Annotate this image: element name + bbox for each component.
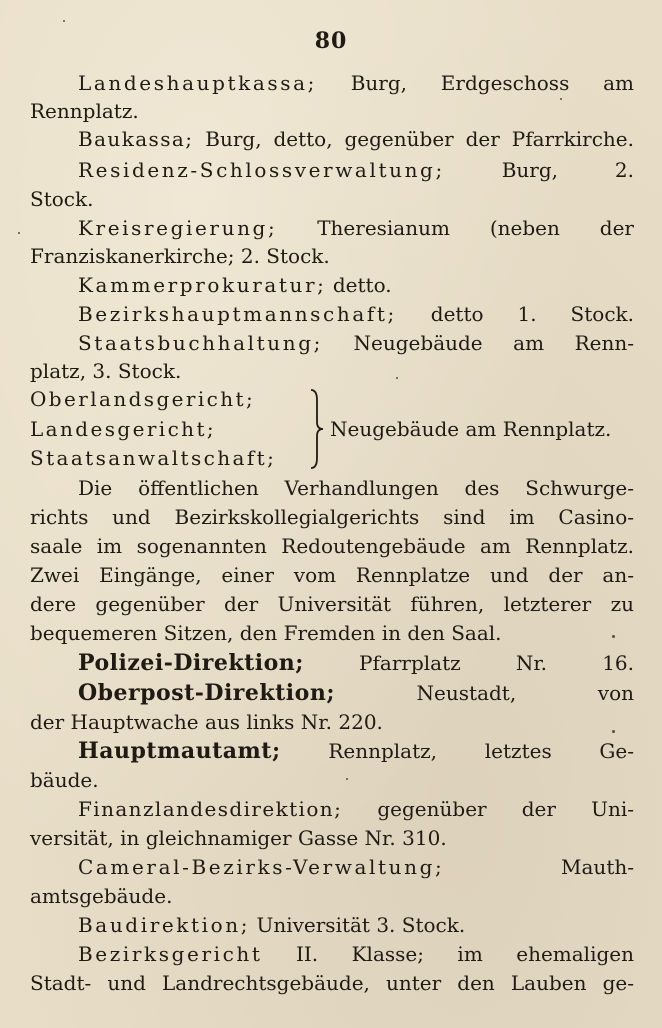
brace-item: Landesgericht;: [30, 417, 217, 441]
text-line: [78, 736, 634, 766]
text-line: [78, 155, 634, 185]
entry-text: Theresianum (neben der: [277, 216, 634, 240]
text-line: [78, 270, 634, 300]
entry-text: saale im sogenannten Redoutengebäude am Rennplatz.: [30, 534, 634, 558]
entry-heading: Bezirkshauptmannschaft;: [78, 302, 397, 326]
entry-heading-bold: Oberpost-Direktion;: [78, 680, 335, 706]
text-line: [78, 213, 634, 243]
text-line: [30, 531, 634, 561]
text-line: [78, 852, 634, 882]
text-line: [30, 765, 634, 795]
entry-text: Burg, Erdgeschoss am: [316, 71, 634, 95]
curly-brace-icon: [309, 388, 325, 470]
text-line: [30, 881, 634, 911]
entry-heading: Finanzlandesdirektion;: [78, 797, 343, 821]
text-line: [30, 560, 634, 590]
entry-heading-bold: Polizei-Direktion;: [78, 650, 304, 676]
paper-speck: [18, 232, 20, 234]
paper-speck: [396, 377, 398, 379]
entry-text: versität, in gleichnamiger Gasse Nr. 310.: [30, 826, 447, 850]
entry-text: Neustadt, von: [334, 681, 634, 705]
paper-speck: [560, 98, 562, 100]
entry-heading: Bezirksgericht: [78, 942, 263, 966]
text-line: [78, 910, 634, 940]
entry-text: Zwei Eingänge, einer vom Rennplatze und der an-: [30, 563, 634, 587]
entry-heading: Residenz-Schlossverwaltung;: [78, 158, 445, 182]
entry-text: II. Klasse; im ehemaligen: [262, 942, 634, 966]
entry-text: richts und Bezirkskollegialgerichts sind im Casino-: [30, 505, 634, 529]
text-line: [78, 299, 634, 329]
text-line: [78, 939, 634, 969]
entry-text: Pfarrplatz Nr. 16.: [303, 651, 634, 675]
entry-text: Stadt- und Landrechtsgebäude, unter den Lauben ge-: [30, 971, 634, 995]
entry-heading: Staatsbuchhaltung;: [78, 331, 323, 355]
text-line: [30, 502, 634, 532]
paper-speck: [346, 778, 348, 780]
entry-heading-bold: Hauptmautamt;: [78, 738, 281, 764]
text-line: [78, 794, 634, 824]
entry-text: amtsgebäude.: [30, 884, 173, 908]
brace-item: Oberlandsgericht;: [30, 387, 256, 411]
entry-text: dere gegenüber der Universität führen, letzterer zu: [30, 592, 634, 616]
text-line: [78, 473, 634, 503]
text-line: [78, 328, 634, 358]
text-line: [30, 184, 634, 214]
text-line: [30, 618, 634, 648]
entry-text: Neugebäude am Renn-: [323, 331, 634, 355]
entry-heading: Baukassa;: [78, 127, 194, 151]
text-line: [30, 823, 634, 853]
paper-speck: [63, 20, 65, 22]
entry-text: platz, 3. Stock.: [30, 359, 182, 383]
text-line: [30, 968, 634, 998]
text-line: [30, 241, 634, 271]
text-line: [78, 124, 634, 154]
text-line: [30, 96, 634, 126]
entry-heading: Landeshauptkassa;: [78, 71, 317, 95]
entry-text: Stock.: [30, 187, 94, 211]
entry-text: gegenüber der Uni-: [342, 797, 634, 821]
paper-speck: [612, 635, 615, 638]
entry-text: Rennplatz.: [30, 99, 139, 123]
entry-heading: Kreisregierung;: [78, 216, 278, 240]
entry-text: Die öffentlichen Verhandlungen des Schwurge-: [78, 476, 634, 500]
entry-text: Burg, detto, gegenüber der Pfarrkirche.: [193, 127, 634, 151]
text-line: [78, 68, 634, 98]
text-line: [78, 648, 634, 678]
brace-item: Staatsanwaltschaft;: [30, 446, 277, 470]
entry-text: Universität 3. Stock.: [250, 913, 466, 937]
entry-heading: Baudirektion;: [78, 913, 251, 937]
entry-heading: Cameral-Bezirks-Verwaltung;: [78, 855, 445, 879]
text-line: [30, 589, 634, 619]
paper-speck: [612, 730, 615, 733]
entry-text: detto.: [326, 273, 392, 297]
entry-text: bäude.: [30, 768, 99, 792]
text-line: [30, 356, 634, 386]
brace-location: Neugebäude am Rennplatz.: [330, 417, 612, 441]
text-line: [30, 707, 634, 737]
entry-text: der Hauptwache aus links Nr. 220.: [30, 710, 383, 734]
entry-text: bequemeren Sitzen, den Fremden in den Saal.: [30, 621, 502, 645]
entry-text: Rennplatz, letztes Ge-: [280, 739, 634, 763]
entry-text: Franziskanerkirche; 2. Stock.: [30, 244, 330, 268]
page-number: 80: [314, 28, 348, 54]
entry-text: Mauth-: [444, 855, 634, 879]
text-line: [78, 678, 634, 708]
entry-text: detto 1. Stock.: [396, 302, 634, 326]
entry-heading: Kammerprokuratur;: [78, 273, 327, 297]
entry-text: Burg, 2.: [444, 158, 634, 182]
